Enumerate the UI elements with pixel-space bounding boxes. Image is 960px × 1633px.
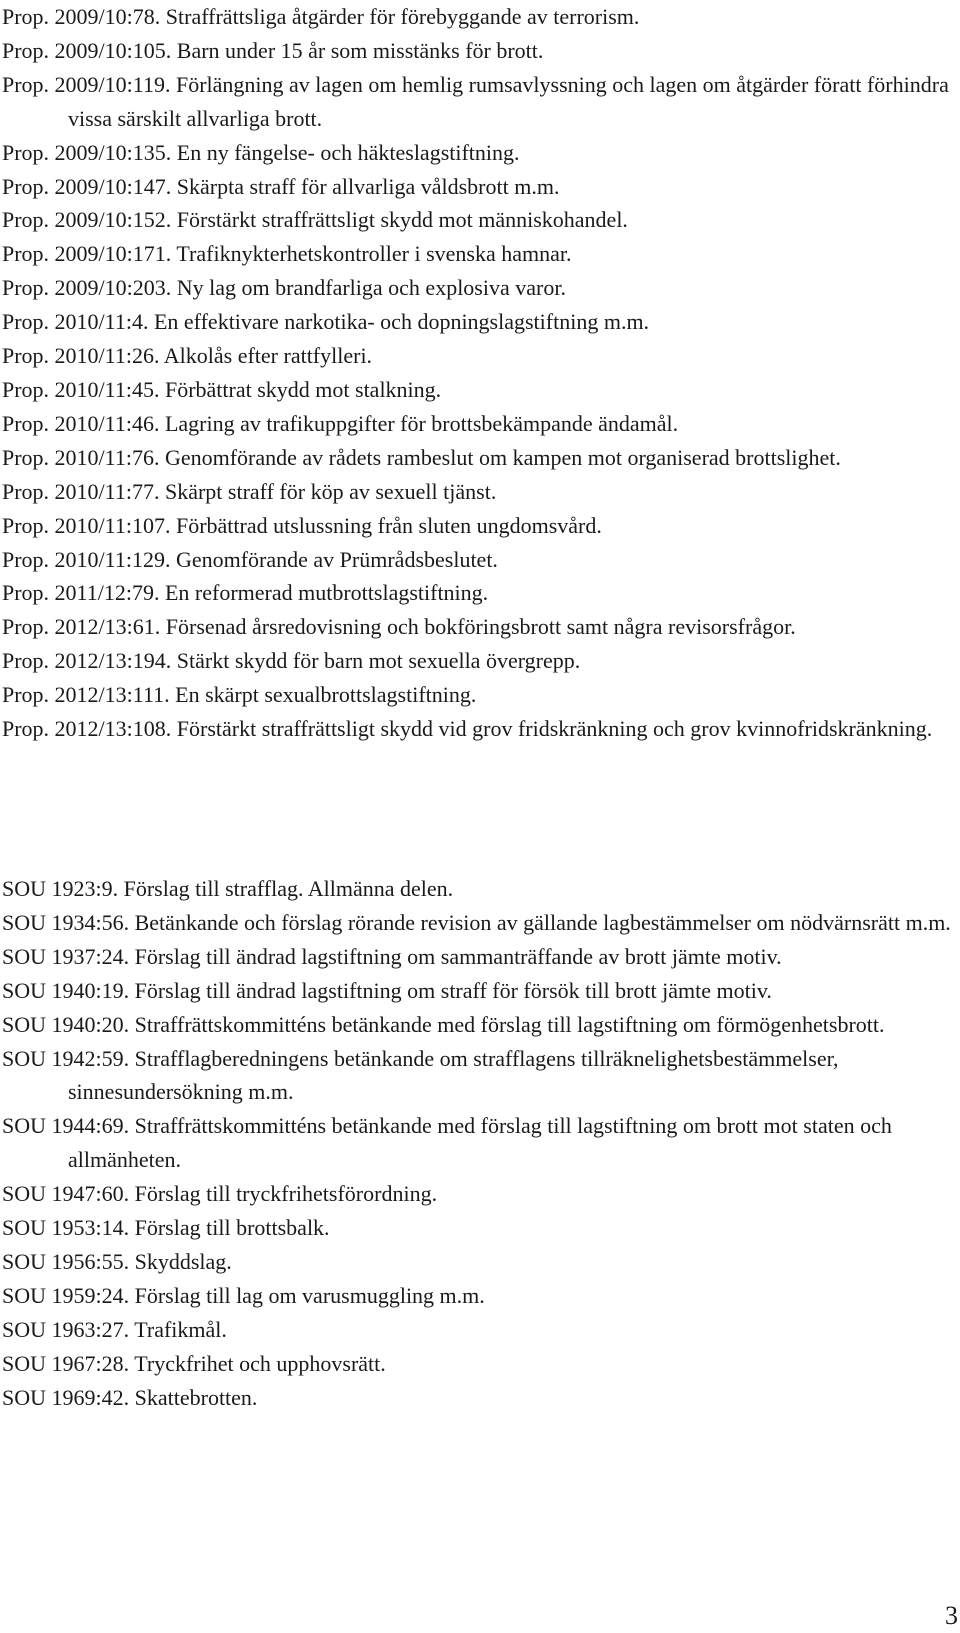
proposition-reference-list	[2, 0, 957, 746]
reference-entry: SOU 1934:56. Betänkande och förslag rörande revision av gällande lagbestämmelser om nödvärnsrätt m.m.	[2, 909, 951, 935]
reference-entry: Prop. 2009/10:78. Straffrättsliga åtgärder för förebyggande av terrorism.	[2, 4, 640, 29]
reference-entry: Prop. 2009/10:171. Trafiknykterhetskontroller i svenska hamnar.	[2, 241, 572, 267]
reference-entry: SOU 1940:20. Straffrättskommitténs betänkande med förslag till lagstiftning om förmögenhetsbrott.	[2, 1011, 885, 1037]
reference-entry: Prop. 2009/10:105. Barn under 15 år som misstänks för brott.	[2, 37, 544, 63]
reference-entry: Prop. 2009/10:203. Ny lag om brandfarliga och explosiva varor.	[2, 275, 566, 301]
reference-entry: Prop. 2010/11:4. En effektivare narkotika- och dopningslagstiftning m.m.	[2, 309, 650, 335]
reference-entry: Prop. 2012/13:108. Förstärkt straffrättsligt skydd vid grov fridskränkning och grov kvinnofridskränkning.	[2, 716, 933, 742]
reference-entry: SOU 1937:24. Förslag till ändrad lagstiftning om sammanträffande av brott jämte motiv.	[2, 943, 782, 969]
reference-entry: Prop. 2010/11:26. Alkolås efter rattfylleri.	[2, 343, 373, 369]
reference-entry: SOU 1923:9. Förslag till strafflag. Allmänna delen.	[2, 876, 454, 901]
reference-entry: SOU 1940:19. Förslag till ändrad lagstiftning om straff för försök till brott jämte motiv.	[2, 977, 772, 1003]
reference-entry: Prop. 2009/10:119. Förlängning av lagen om hemlig rumsavlyssning och lagen om åtgärder föratt förhindra vissa särskilt allvarliga brott.	[2, 71, 949, 131]
page-number: 3	[945, 1601, 958, 1630]
reference-entry: Prop. 2010/11:129. Genomförande av Prümrådsbeslutet.	[2, 546, 498, 572]
reference-entry: Prop. 2012/13:111. En skärpt sexualbrottslagstiftning.	[2, 682, 477, 708]
reference-entry: Prop. 2010/11:46. Lagring av trafikuppgifter för brottsbekämpande ändamål.	[2, 410, 679, 436]
reference-entry: Prop. 2009/10:147. Skärpta straff för allvarliga våldsbrott m.m.	[2, 173, 560, 199]
reference-entry: Prop. 2009/10:152. Förstärkt straffrättsligt skydd mot människohandel.	[2, 207, 628, 233]
reference-entry: SOU 1942:59. Strafflagberedningens betänkande om strafflagens tillräknelighetsbestämmelser, sinnesundersökning m.m.	[2, 1045, 839, 1105]
reference-entry: Prop. 2012/13:61. Försenad årsredovisning och bokföringsbrott samt några revisorsfrågor.	[2, 614, 796, 640]
reference-entry: SOU 1956:55. Skyddslag.	[2, 1248, 232, 1274]
reference-entry: Prop. 2010/11:76. Genomförande av rådets rambeslut om kampen mot organiserad brottslighet.	[2, 444, 841, 470]
reference-entry: SOU 1947:60. Förslag till tryckfrihetsförordning.	[2, 1181, 438, 1207]
sou-reference-list	[2, 872, 957, 1415]
reference-entry: SOU 1969:42. Skattebrotten.	[2, 1384, 258, 1410]
reference-entry: SOU 1959:24. Förslag till lag om varusmuggling m.m.	[2, 1282, 485, 1308]
reference-entry: SOU 1963:27. Trafikmål.	[2, 1316, 227, 1342]
reference-entry: SOU 1953:14. Förslag till brottsbalk.	[2, 1215, 330, 1241]
reference-entry: Prop. 2012/13:194. Stärkt skydd för barn mot sexuella övergrepp.	[2, 648, 581, 674]
reference-entry: SOU 1944:69. Straffrättskommitténs betänkande med förslag till lagstiftning om brott mot staten och allmänheten.	[2, 1113, 892, 1173]
reference-entry: Prop. 2010/11:45. Förbättrat skydd mot stalkning.	[2, 376, 442, 402]
reference-entry: Prop. 2009/10:135. En ny fängelse- och häkteslagstiftning.	[2, 139, 520, 165]
reference-entry: Prop. 2010/11:107. Förbättrad utslussning från sluten ungdomsvård.	[2, 512, 602, 538]
reference-entry: Prop. 2010/11:77. Skärpt straff för köp av sexuell tjänst.	[2, 478, 497, 504]
reference-entry: Prop. 2011/12:79. En reformerad mutbrottslagstiftning.	[2, 580, 489, 606]
reference-entry: SOU 1967:28. Tryckfrihet och upphovsrätt.	[2, 1350, 386, 1376]
